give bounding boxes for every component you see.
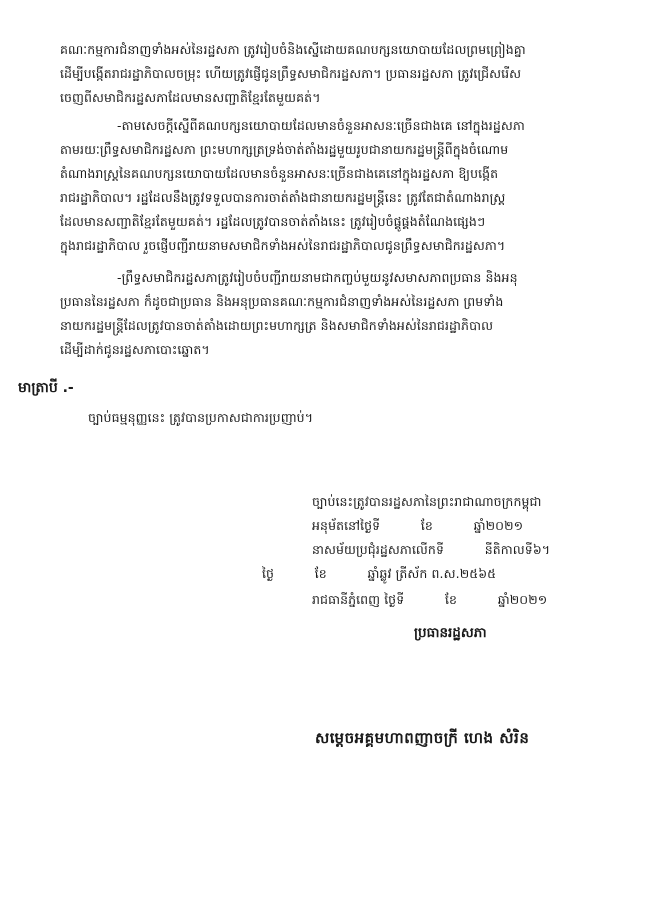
body-line: ដើម្បីបង្កើតរាជរដ្ឋាភិបាលចម្រុះ ហើយត្រូវផ្ញើជូនព្រឹទ្ធសមាជិករដ្ឋសភា។ ប្រធានរដ្ឋសភា ត្រូវជ្រើសរើស: [60, 66, 522, 81]
closing-line: រាជធានីភ្នំពេញ ថ្ងៃទី ខែ ឆ្នាំ២០២១: [312, 592, 548, 607]
body-line: -ព្រឹទ្ធសមាជិករដ្ឋសភាត្រូវរៀបចំបញ្ជីរាយនាមជាកញ្ចប់មួយនូវសមាសភាពប្រធាន និងអនុ: [117, 270, 518, 285]
body-line: ដើម្បីដាក់ជូនរដ្ឋសភាបោះឆ្នោត។: [60, 342, 210, 357]
article-text: ច្បាប់ធម្មនុញ្ញនេះ ត្រូវបានប្រកាសជាការប្រញាប់។: [88, 410, 314, 425]
body-line: តាមរយៈព្រឹទ្ធសមាជិករដ្ឋសភា ព្រះមហាក្សត្រទ្រង់ចាត់តាំងរដ្ឋមួយរូបជានាយករដ្ឋមន្ត្រីពីក្នុងចំណោម: [60, 142, 509, 157]
body-line: រាជរដ្ឋាភិបាល។ រដ្ឋដែលនឹងត្រូវទទួលបានការចាត់តាំងជានាយករដ្ឋមន្ត្រីនេះ ត្រូវតែជាតំណាងរាស្ត្រ: [60, 190, 506, 205]
body-line: គណៈកម្មការជំនាញទាំងអស់នៃរដ្ឋសភា ត្រូវរៀបចំនិងស្នើដោយគណបក្សនយោបាយដែលព្រមព្រៀងគ្នា: [60, 42, 526, 57]
closing-line: ថ្ងៃ ខែ ឆ្នាំឆ្លូវ ត្រីស័ក ព.ស.២៥៦៥: [262, 566, 497, 581]
signature-mark: [340, 650, 600, 720]
body-line: តំណាងរាស្ត្រនៃគណបក្សនយោបាយដែលមានចំនួនអាសនៈច្រើនជាងគេនៅក្នុងរដ្ឋសភា ឱ្យបង្កើត: [60, 166, 499, 181]
closing-line: នាសម័យប្រជុំរដ្ឋសភាលើកទី នីតិកាលទី៦។: [312, 542, 551, 557]
signatory-name: សម្តេចអគ្គមហាពញាចក្រី ហេង សំរិន: [315, 729, 530, 747]
signatory-title: ប្រធានរដ្ឋសភា: [414, 625, 487, 641]
body-line: ដែលមានសញ្ជាតិខ្មែរតែមួយគត់។ រដ្ឋដែលត្រូវបានចាត់តាំងនេះ ត្រូវរៀបចំផ្គូផ្គងតំណែងផ្សេងៗ: [60, 214, 486, 229]
body-line: នាយករដ្ឋមន្ត្រីដែលត្រូវបានចាត់តាំងដោយព្រះមហាក្សត្រ និងសមាជិកទាំងអស់នៃរាជរដ្ឋាភិបាល: [60, 318, 494, 333]
body-line: -តាមសេចក្តីស្នើពីគណបក្សនយោបាយដែលមានចំនួនអាសនៈច្រើនជាងគេ នៅក្នុងរដ្ឋសភា: [117, 118, 525, 133]
body-line: ប្រធាននៃរដ្ឋសភា ក៏ដូចជាប្រធាន និងអនុប្រធានគណៈកម្មការជំនាញទាំងអស់នៃរដ្ឋសភា ព្រមទាំង: [60, 294, 504, 309]
closing-line: ច្បាប់នេះត្រូវបានរដ្ឋសភានៃព្រះរាជាណាចក្រកម្ពុជា: [312, 494, 542, 509]
article-heading: មាត្រាបី .-: [18, 380, 74, 396]
closing-line: អនុម័តនៅថ្ងៃទី ខែ ឆ្នាំ២០២១: [312, 518, 524, 533]
body-line: ក្នុងរាជរដ្ឋាភិបាល រួចផ្ញើបញ្ជីរាយនាមសមាជិកទាំងអស់នៃរាជរដ្ឋាភិបាលជូនព្រឹទ្ធសមាជិករដ្ឋសភា។: [60, 238, 506, 253]
body-line: ចេញពីសមាជិករដ្ឋសភាដែលមានសញ្ជាតិខ្មែរតែមួយគត់។: [60, 90, 321, 105]
